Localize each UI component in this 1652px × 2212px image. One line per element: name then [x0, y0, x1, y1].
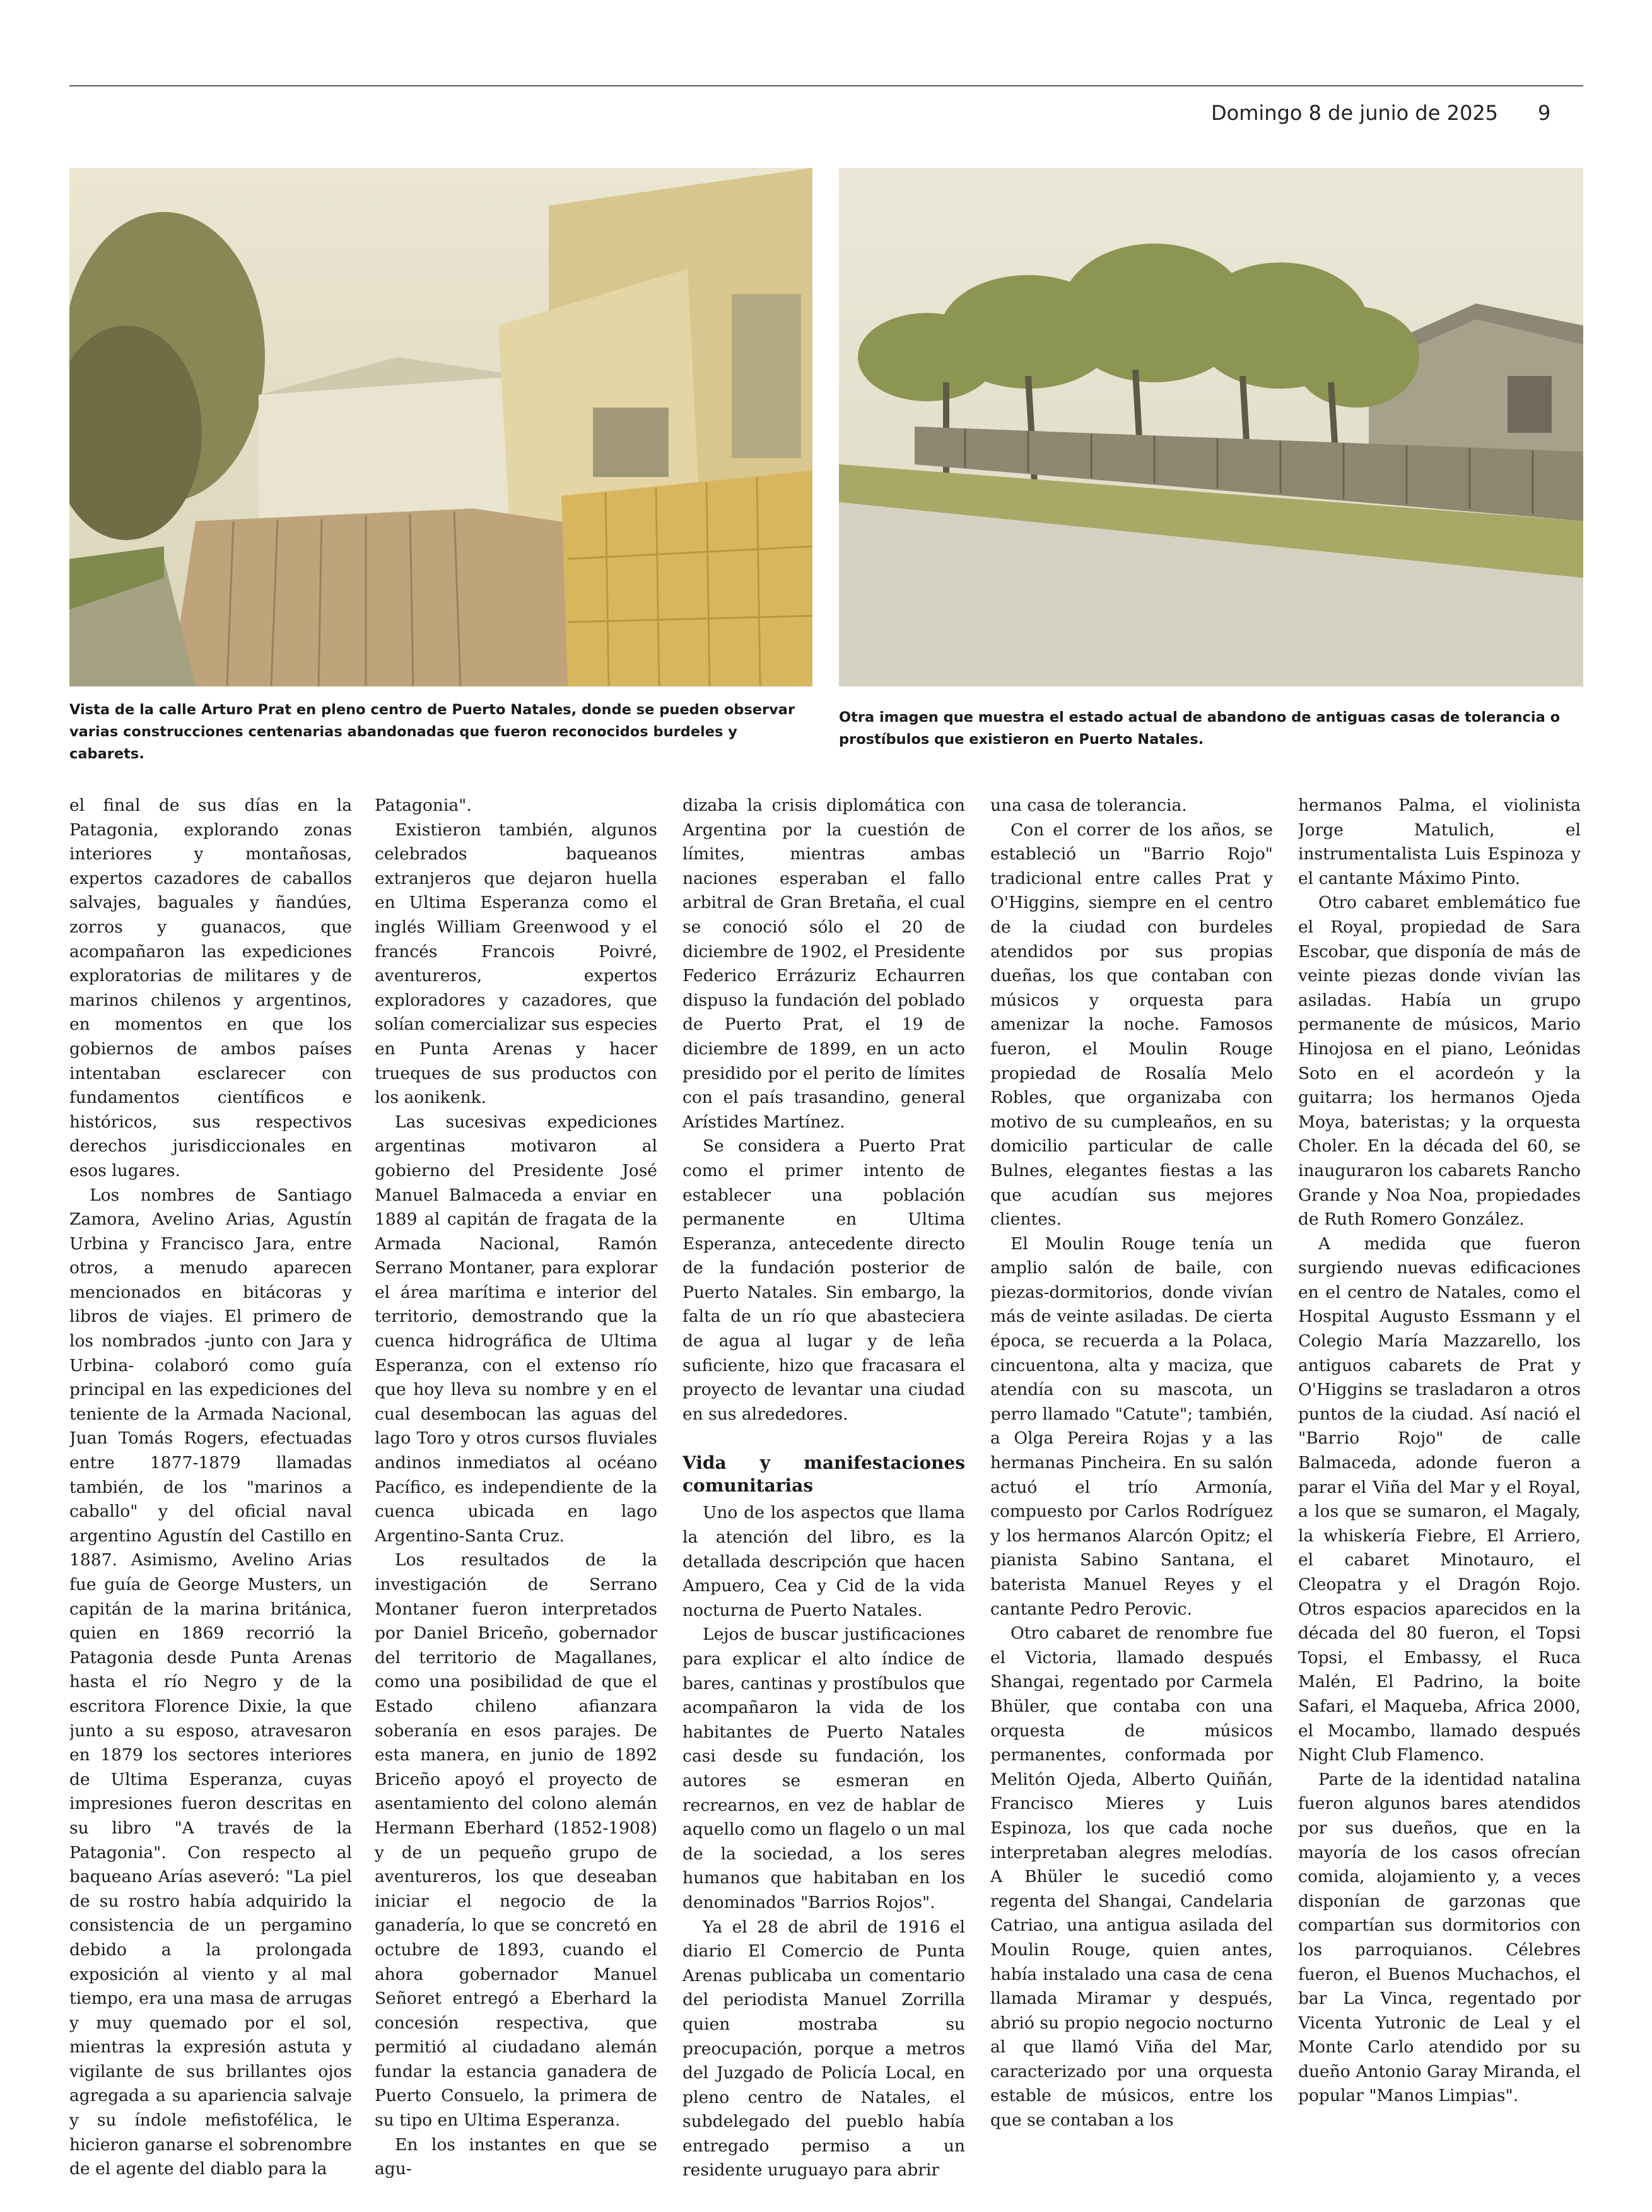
- photo-caption-left: Vista de la calle Arturo Prat en pleno centro de Puerto Natales, donde se pueden observar varias construcciones centenarias abandonadas que fueron reconocidos burdeles y cabarets.: [69, 702, 795, 762]
- paragraph: Otro cabaret de renombre fue el Victoria, llamado después Shangai, regentado por Carmela Bhüler, que contaba con una orquesta de músicos permanentes, conformada por Melitón Ojeda, Alberto Quiñán, Francisco Mieres y Luis Espinoza, los que cada noche interpretaban alegres melodías. A Bhüler le sucedió como regenta del Shangai, Candelaria Catriao, una antigua asilada del Moulin Rouge, quien antes, había instalado una casa de cena llamada Miramar y después, abrió su propio negocio nocturno al que llamó Viña del Mar, caracterizado por una orquesta estable de músicos, entre los que se contaban a los: [990, 1623, 1273, 2131]
- paragraph: Uno de los aspectos que llama la atención del libro, es la detallada descripción que hacen Ampuero, Cea y Cid de la vida nocturna de Puerto Natales.: [682, 1503, 965, 1620]
- header-date: Domingo 8 de junio de 2025: [1211, 101, 1499, 125]
- article-column-5: [1298, 794, 1581, 2194]
- paragraph: una casa de tolerancia.: [990, 796, 1187, 815]
- paragraph: Otro cabaret emblemático fue el Royal, propiedad de Sara Escobar, que disponía de más de veinte piezas donde vivían las asiladas. Había un grupo permanente de músicos, Mario Hinojosa en el piano, Leónidas Soto en el acordeón y la guitarra; los hermanos Ojeda Moya, bateristas; y la orquesta Choler. En la década del 60, se inauguraron los cabarets Rancho Grande y Noa Noa, propiedades de Ruth Romero González.: [1298, 893, 1581, 1230]
- paragraph: Ya el 28 de abril de 1916 el diario El Comercio de Punta Arenas publicaba un comentario del periodista Manuel Zorrilla quien mostraba su preocupación, porque a metros del Juzgado de Policía Local, en pleno centro de Natales, el subdelegado del pueblo había entregado permiso a un residente uruguayo para abrir: [682, 1917, 965, 2180]
- article-column-3: [682, 794, 965, 2194]
- paragraph: hermanos Palma, el violinista Jorge Matulich, el instrumentalista Luis Espinoza y el cantante Máximo Pinto.: [1298, 796, 1581, 888]
- paragraph: Los resultados de la investigación de Serrano Montaner fueron interpretados por Daniel Briceño, gobernador del territorio de Magallanes, como una posibilidad de que el Estado chileno afianzara soberanía en esos parajes. De esta manera, en junio de 1892 Briceño apoyó el proyecto de asentamiento del colono alemán Hermann Eberhard (1852-1908) y de un pequeño grupo de aventureros, los que deseaban iniciar el negocio de la ganadería, lo que se concretó en octubre de 1893, cuando el ahora gobernador Manuel Señoret entregó a Eberhard la concesión respectiva, que permitió al ciudadano alemán fundar la estancia ganadera de Puerto Consuelo, la primera de su tipo en Ultima Esperanza.: [375, 1550, 657, 2131]
- paragraph: Con el correr de los años, se estableció un "Barrio Rojo" tradicional entre calles Prat y O'Higgins, siempre en el centro de la ciudad con burdeles atendidos por sus propias dueñas, los que contaban con músicos y orquesta para amenizar la noche. Famosos fueron, el Moulin Rouge propiedad de Rosalía Melo Robles, que organizaba con motivo de su cumpleaños, en su domicilio particular de calle Bulnes, elegantes fiestas a las que acudían sus mejores clientes.: [990, 820, 1273, 1230]
- paragraph: Se considera a Puerto Prat como el primer intento de establecer una población permanente en Ultima Esperanza, antecedente directo de la fundación posterior de Puerto Natales. Sin embargo, la falta de un río que abasteciera de agua al lugar y de leña suficiente, hizo que fracasara el proyecto de levantar una ciudad en sus alrededores.: [682, 1136, 965, 1424]
- paragraph: En los instantes en que se agu-: [375, 2134, 657, 2179]
- photo-calle-arturo-prat: [69, 168, 812, 686]
- paragraph: Las sucesivas expediciones argentinas motivaron al gobierno del Presidente José Manuel Balmaceda a enviar en 1889 al capitán de fragata de la Armada Nacional, Ramón Serrano Montaner, para explorar el área marítima e interior del territorio, demostrando que la cuenca hidrográfica de Ultima Esperanza, con el extenso río que hoy lleva su nombre y en el cual desembocan las aguas del lago Toro y otros cursos fluviales andinos inmediatos al océano Pacífico, es independiente de la cuenca ubicada en lago Argentino-Santa Cruz.: [375, 1112, 657, 1546]
- header-rule: [69, 85, 1583, 86]
- paragraph: El Moulin Rouge tenía un amplio salón de baile, con piezas-dormitorios, donde vivían más de veinte asiladas. De cierta época, se recuerda a la Polaca, cincuentona, alta y maciza, que atendía con su mascota, un perro llamado "Catute"; también, a Olga Pereira Rojas y a las hermanas Pincheira. En su salón actuó el trío Armonía, compuesto por Carlos Rodríguez y los hermanos Alarcón Opitz; el pianista Sabino Santana, el baterista Manuel Reyes y el cantante Pedro Perovic.: [990, 1233, 1273, 1619]
- paragraph: el final de sus días en la Patagonia, explorando zonas interiores y montañosas, expertos cazadores de caballos salvajes, baguales y ñandúes, zorros y guanacos, que acompañaron las expediciones exploratorias de militares y de marinos chilenos y argentinos, en momentos en que los gobiernos de ambos países intentaban esclarecer con fundamentos científicos e históricos, sus respectivos derechos jurisdiccionales en esos lugares.: [69, 796, 352, 1180]
- paragraph: Parte de la identidad natalina fueron algunos bares atendidos por sus dueños, que en la mayoría de los casos ofrecían comida, alojamiento y, a veces disponían de garzonas que compartían sus dormitorios con los parroquianos. Célebres fueron, el Buenos Muchachos, el bar La Vinca, regentado por Vicenta Yutronic de Leal y el Monte Carlo atendido por su dueño Antonio Garay Miranda, el popular "Manos Limpias".: [1298, 1769, 1581, 2106]
- section-subheading: Vida y manifestaciones comunitarias: [682, 1452, 965, 1497]
- photo-caption-right: Otra imagen que muestra el estado actual de abandono de antiguas casas de tolerancia o prostíbulos que existieron en Puerto Natales.: [839, 709, 1561, 748]
- article-column-4: [990, 794, 1273, 2194]
- paragraph: Patagonia".: [375, 796, 472, 815]
- paragraph: A medida que fueron surgiendo nuevas edificaciones en el centro de Natales, como el Hospital Augusto Essmann y el Colegio María Mazzarello, los antiguos cabarets de Prat y O'Higgins se trasladaron a otros puntos de la ciudad. Así nació el "Barrio Rojo" de calle Balmaceda, adonde fueron a parar el Viña del Mar y el Royal, a los que se sumaron, el Magaly, la whiskería Fiebre, El Arriero, el cabaret Minotauro, el Cleopatra y el Dragón Rojo. Otros espacios aparecidos en la década del 80 fueron, el Topsi Topsi, el Embassy, el Ruca Malén, El Padrino, la boite Safari, el Maqueba, Africa 2000, el Mocambo, llamado después Night Club Flamenco.: [1298, 1233, 1581, 1765]
- page-number: 9: [1538, 101, 1551, 125]
- paragraph: Existieron también, algunos celebrados baqueanos extranjeros que dejaron huella en Ultima Esperanza como el inglés William Greenwood y el francés Francois Poivré, aventureros, expertos exploradores y cazadores, que solían comercializar sus especies en Punta Arenas y hacer trueques de sus productos con los aonikenk.: [375, 820, 657, 1108]
- article-column-1: [69, 794, 352, 2194]
- paragraph: Lejos de buscar justificaciones para explicar el alto índice de bares, cantinas y prostíbulos que acompañaron la vida de los habitantes de Puerto Natales casi desde su fundación, los autores se esmeran en recrearnos, en vez de hablar de aquello como un flagelo o un mal de la sociedad, a los seres humanos que habitaban en los denominados "Barrios Rojos".: [682, 1625, 965, 1912]
- photo-casas-abandonadas: [839, 168, 1583, 686]
- article-column-2: [375, 794, 657, 2194]
- paragraph: Los nombres de Santiago Zamora, Avelino Arias, Agustín Urbina y Francisco Jara, entre otros, a menudo aparecen mencionados en bitácoras y libros de viajes. El primero de los nombrados -junto con Jara y Urbina- colaboró como guía principal en las expediciones del teniente de la Armada Nacional, Juan Tomás Rogers, efectuadas entre 1877-1879 llamadas también, de los "marinos a caballo" y del oficial naval argentino Agustín del Castillo en 1887. Asimismo, Avelino Arias fue guía de George Musters, un capitán de la marina británica, quien en 1869 recorrió la Patagonia desde Punta Arenas hasta el río Negro y de la escritora Florence Dixie, la que junto a su esposo, atravesaron en 1879 los sectores interiores de Ultima Esperanza, cuyas impresiones fueron descritas en su libro "A través de la Patagonia". Con respecto al baqueano Arías aseveró: "La piel de su rostro había adquirido la consistencia de un pergamino debido a la prolongada exposición al viento y al mal tiempo, era una masa de arrugas y muy quemado por el sol, mientras la expresión astuta y vigilante de sus brillantes ojos agregada a su apariencia salvaje y su índole mefistofélica, le hicieron ganarse el sobrenombre de el agente del diablo para la: [69, 1185, 352, 2179]
- paragraph: dizaba la crisis diplomática con Argentina por la cuestión de límites, mientras ambas naciones esperaban el fallo arbitral de Gran Bretaña, el cual se conoció sólo el 20 de diciembre de 1902, el Presidente Federico Errázuriz Echaurren dispuso la fundación del poblado de Puerto Prat, el 19 de diciembre de 1899, en un acto presidido por el perito de límites con el país trasandino, general Arístides Martínez.: [682, 796, 965, 1132]
